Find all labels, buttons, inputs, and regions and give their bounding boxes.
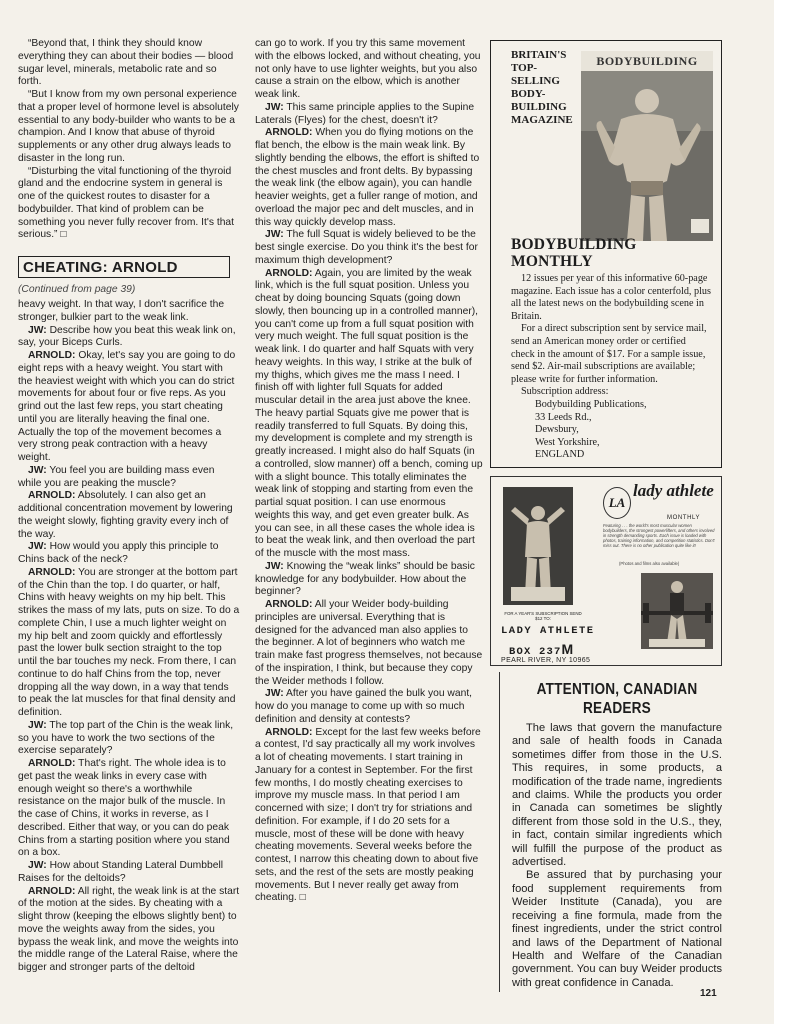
speaker-label: JW:: [28, 464, 47, 476]
speaker-label: ARNOLD:: [28, 566, 76, 578]
speaker-label: JW:: [265, 229, 284, 241]
notice-paragraph: The laws that govern the manufacture and sale of health foods in Canada sometimes differ from those in the U.S. This requires, in some products, a modification of the trade name, ingredients and claims. While the products you order in Canada can sometimes be slightly different from those sold in the U.S., they, in fact, contain similar ingredients which will fulfill the purpose of the product as advertised.: [512, 722, 722, 869]
article-text: This same principle applies to the Supine Laterals (Flyes) for the chest, doesn't it?: [255, 101, 475, 126]
article-paragraph: [255, 599, 483, 688]
athlete-photo: [641, 573, 713, 649]
speaker-label: JW:: [265, 688, 284, 700]
notice-headline: [525, 680, 710, 718]
column-left: [18, 38, 240, 975]
cover-masthead: BODYBUILDING: [581, 51, 713, 71]
box-address: [509, 641, 574, 658]
article-paragraph: [18, 465, 240, 491]
bodybuilder-figure-icon: [581, 51, 713, 241]
ad-title: [511, 236, 637, 270]
article-text: Okay, let's say you are going to do eight reps with a heavy weight. You start with the heaviest weight with which you can do strict movements for about four or five reps. As you grind out the last few reps, you start cheating until you are literally heaving the final one. Actually the top of the movement becomes a very strong peak contraction with a heavy weight.: [18, 350, 236, 463]
bodybuilding-monthly-ad: [490, 40, 722, 468]
page-number: 121: [700, 988, 717, 999]
headline-line: READERS: [583, 700, 651, 717]
article-paragraph: [18, 886, 240, 975]
canadian-readers-notice: [512, 680, 722, 990]
box-suffix: M: [561, 641, 575, 657]
lady-athlete-logo-icon: LA: [603, 487, 631, 519]
address-line: ENGLAND: [535, 449, 585, 461]
article-paragraph: [255, 561, 483, 599]
notice-paragraph: Be assured that by purchasing your food supplement requirements from Weider Institute (Canada), you are receiving a fine formula, made from the finest ingredients, under the strict control and laws of the Department of National Health and Welfare of the Canadian government. You can buy Weider products with great confidence in Canada.: [512, 869, 722, 989]
article-text: That's right. The whole idea is to get past the weak links in every case with enough weight so there's a worthwhile resistance on the major bulk of the muscle. In the case of Chins, it works in reverse, as I described. Either that way, or you can do peak Chins from a starting position where you stand on a box.: [18, 758, 230, 859]
article-paragraph: [18, 350, 240, 465]
column-divider: [499, 672, 500, 992]
athlete-photo: [503, 487, 573, 605]
continued-note: (Continued from page 39): [18, 284, 136, 295]
address-line: Dewsbury,: [535, 424, 579, 436]
article-text: You are stronger at the bottom part of the Chin than the top. I do quarter, or half, Chins with heavy weights on my hip belt. This strikes the mass of my lats, puts on size. To do a complete Chin, I use a much lighter weight on my hip belt and zoom quickly and effortlessly past the lower bulk section straight to the top until the bar touches my neck. From there, I can continue to do half Chins from the top, never dropping all the way down, in a way that tends to peak the lat muscles for that final density and definition.: [18, 566, 240, 718]
speaker-label: ARNOLD:: [28, 885, 76, 897]
ad-paragraph: For a direct subscription sent by service mail, send an American money order or certified check in the amount of $17. For a sample issue, send $2. Air-mail subscriptions are available; please write for further information.: [511, 323, 707, 385]
address-line: West Yorkshire,: [535, 436, 600, 448]
article-text: All your Weider body-building principles are universal. Everything that is designed for the advanced man also applies to the beginner. A lot of beginners who watch me train make fast progress themselves, not because of the inspiration, I think, but because they copy the Weider methods I follow.: [255, 599, 483, 687]
speaker-label: JW:: [28, 719, 47, 731]
publisher-name: LADY ATHLETE: [501, 625, 595, 637]
address-line: Bodybuilding Publications,: [535, 398, 647, 410]
article-text: When you do flying motions on the flat bench, the elbow is the main weak link. By slightly bending the elbows, the effort is shifted to the chest muscles and front delts. By bypassing the weak link (the elbow again), you can handle heavier weights, get a fuller range of motion, and overload the major pec and delt muscles, and in this way quickly develop mass.: [255, 127, 480, 228]
intro-paragraph: “Beyond that, I think they should know everything they can about their bodies — blood sugar level, minerals, metabolic rate and so forth.: [18, 38, 234, 88]
speaker-label: ARNOLD:: [265, 726, 313, 738]
speaker-label: ARNOLD:: [28, 490, 76, 502]
article-paragraph: [255, 268, 483, 561]
article-text: can go to work. If you try this same movement with the elbows locked, and without cheating, you not only have to use lighter weights, but you also cause a strain on the elbow, which is another weak link.: [255, 38, 481, 100]
article-text: Except for the last few weeks before a contest, I'd say practically all my work involves a lot of cheating movements. I start training in January for a contest in September. For the first few months, I do mostly cheating exercises to improve my muscle mass. In that period I am concerned with size; I don't try for striations and definition. For example, if I do 20 sets for a muscle, most of these will be done with heavy cheating movements. Several weeks before the contest, I narrow this cheating down to about five sets, and the rest of the sets are mostly peaking movements. But I never really get away from cheating. □: [255, 726, 481, 904]
ad-tagline: BRITAIN'S TOP-SELLING BODY-BUILDING MAGAZINE: [511, 49, 573, 126]
article-text: How about Standing Lateral Dumbbell Raises for the deltoids?: [18, 860, 224, 884]
article-text: Describe how you beat this weak link on, say, your Biceps Curls.: [18, 324, 236, 349]
article-text: After you have gained the bulk you want, how do you manage to come up with so much definition and density at contests?: [255, 688, 473, 725]
article-text: All right, the weak link is at the start of the motion at the sides. By cheating with a slight throw (keeping the elbows slightly bent) to move the weights away from the sides, you bypass the weak link, and move the weights into the middle range of the Lateral Raise, where the bigger and stronger parts of the deltoid: [18, 885, 240, 973]
article-text: The top part of the Chin is the weak link, so you have to work the two sections of the exercise separately?: [18, 719, 234, 757]
article-paragraph: [18, 490, 240, 541]
speaker-label: ARNOLD:: [265, 267, 313, 279]
ad-title-line: MONTHLY: [511, 253, 593, 270]
speaker-label: ARNOLD:: [28, 350, 76, 361]
featuring-text: Featuring . . . the world's most muscular women bodybuilders, the strongest powerlifters, and others involved in strength demanding sports. Each issue is loaded with photos, training information, and competition statistics. Don't miss out. There is no other publication quite like it!: [603, 523, 715, 548]
column-middle: [255, 38, 483, 905]
article-text: The full Squat is widely believed to be the best single exercise. Do you think it's the best for maximum thigh development?: [255, 229, 478, 266]
article-paragraph: [255, 688, 483, 726]
article-paragraph: [18, 567, 240, 720]
article-text: Again, you are limited by the weak link, which is the full squat position. Unless you cheat by doing bouncing Squats (going down slowly, then bouncing up in a controlled manner), you can't come up from a full squat position with very much weight. The full squat position is the weak link. I do quarter and half Squats with very heavy weights. In this way, I strike at the bulk of my thighs, which gives me the mass I need. I finish off with lighter full Squats for added muscular detail in the area just above the knee. The heavy partial Squats give me power that is readily transferred to full Squats. By doing this, my development is complete and my strength is greatly increased. I might also do half Squats (in a controlled, slow manner) off a bench, coming up with a slight bounce. This totally eliminates the weak link of stopping and starting from even the partial squat position. I can use enormous weights this way, and get even greater bulk. As you can see, in all these cases the whole idea is to beat the weak link, and then overload the part of the muscle with the most mass.: [255, 267, 483, 559]
article-paragraph: [18, 541, 240, 567]
monthly-label: MONTHLY: [667, 515, 701, 521]
ad-description: [511, 273, 711, 462]
article-text: Knowing the “weak links” should be basic knowledge for any bodybuilder. How about the beginner?: [255, 560, 475, 598]
intro-paragraph: “Disturbing the vital functioning of the thyroid gland and the endocrine system in general is one of the quickest routes to disaster for a bodybuilder. That kind of problem can be something you never fully recover from. It's that serious.” □: [18, 165, 235, 241]
city-address: PEARL RIVER, NY 10965: [501, 657, 591, 664]
speaker-label: ARNOLD:: [265, 127, 313, 139]
box-label: BOX 237: [509, 646, 562, 658]
article-paragraph: [18, 860, 240, 886]
article-text: Absolutely. I can also get an additional concentration movement by lowering the weight slowly, fighting gravity every inch of the way.: [18, 490, 233, 540]
headline-line: ATTENTION, CANADIAN: [536, 681, 698, 698]
speaker-label: JW:: [28, 324, 47, 336]
address-line: 33 Leeds Rd.,: [535, 411, 592, 423]
article-paragraph: [18, 758, 240, 860]
section-heading: CHEATING: ARNOLD: [18, 256, 230, 278]
article-text: You feel you are building mass even while you are peaking the muscle?: [18, 464, 215, 489]
speaker-label: JW:: [265, 560, 284, 572]
lady-athlete-ad: [490, 476, 722, 666]
article-text: heavy weight. In that way, I don't sacrifice the stronger, bulkier part to the weak link.: [18, 299, 225, 323]
subscription-address: [511, 386, 711, 462]
speaker-label: JW:: [28, 860, 47, 871]
notice-body: [512, 722, 722, 990]
article-paragraph: [255, 127, 483, 229]
speaker-label: JW:: [265, 101, 284, 113]
article-paragraph: [18, 325, 240, 351]
ad-title-line: BODYBUILDING: [511, 236, 637, 253]
ad-paragraph: 12 issues per year of this informative 60-page magazine. Each issue has a color centerfold, plus all the latest news on the bodybuilding scene in Britain.: [511, 273, 711, 322]
speaker-label: ARNOLD:: [28, 758, 76, 769]
magazine-cover-image: [581, 51, 713, 241]
intro-paragraph: “But I know from my own personal experience that a proper level of hormone level is absolutely essential to any body-builder who wants to be a champion. And I know that abuse of thyroid supplements or any other drug always leads to disaster in the long run.: [18, 89, 239, 164]
photos-note: (Photos and films also available): [619, 561, 680, 566]
lifting-athlete-icon: [641, 573, 713, 649]
article-text: How would you apply this principle to Chins back of the neck?: [18, 541, 219, 565]
article-paragraph: [255, 727, 483, 906]
speaker-label: JW:: [28, 541, 47, 553]
address-label: Subscription address:: [521, 386, 609, 398]
article-paragraph: [255, 38, 483, 102]
posing-athlete-icon: [503, 487, 573, 605]
article-paragraph: [18, 720, 240, 758]
subscription-note: FOR A YEAR'S SUBSCRIPTION SEND $12 TO:: [504, 611, 582, 621]
speaker-label: ARNOLD:: [265, 599, 313, 610]
article-paragraph: [18, 299, 240, 325]
article-paragraph: [255, 102, 483, 128]
lady-athlete-logo-text: lady athlete: [633, 481, 714, 500]
article-paragraph: [255, 229, 483, 267]
